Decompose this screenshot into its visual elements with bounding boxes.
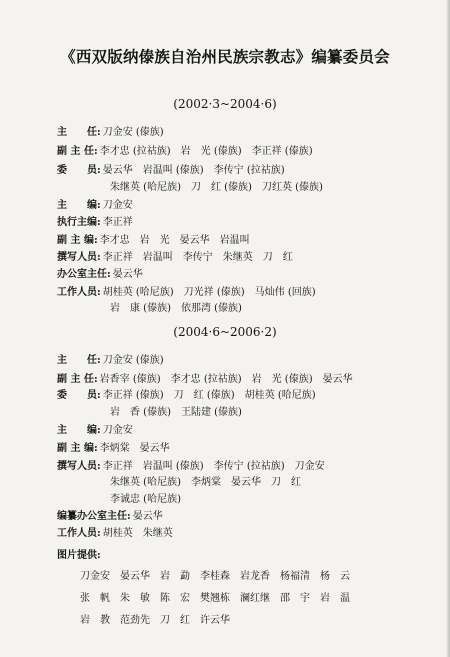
period-1-heading: (2002·3~2004·6): [173, 97, 277, 111]
p1-row-staff-cont: 岩 康 (傣族) 依那湾 (傣族): [110, 303, 242, 314]
p1-row-deputy-editor: 副 主 编: 李才忠 岩 光 晏云华 岩温叫: [57, 235, 250, 246]
p2-row-office-director: 编纂办公室主任: 晏云华: [57, 511, 163, 522]
p1-row-deputy-director: 副 主 任: 李才忠 (拉祜族) 岩 光 (傣族) 李正祥 (傣族): [57, 146, 313, 157]
p2-row-deputy-editor: 副 主 编: 李炳棠 晏云华: [57, 443, 170, 454]
p2-row-chief-editor: 主 编: 刀金安: [57, 425, 133, 436]
photo-credits-heading: 图片提供:: [57, 550, 101, 561]
p2-row-members: 委 员: 李正祥 (傣族) 刀 红 (傣族) 胡桂英 (哈尼族): [57, 390, 316, 401]
p1-row-staff: 工作人员: 胡桂英 (哈尼族) 刀光祥 (傣族) 马灿伟 (回族): [57, 287, 316, 298]
page-edge-shadow: [446, 0, 450, 657]
p2-row-deputy-director: 副 主 任: 岩香宰 (傣族) 李才忠 (拉祜族) 岩 光 (傣族) 晏云华: [57, 374, 353, 385]
p1-row-chief-editor: 主 编: 刀金安: [57, 200, 133, 211]
p1-row-office-director: 办公室主任: 晏云华: [57, 269, 143, 280]
period-2-heading: (2004·6~2006·2): [173, 325, 277, 339]
p1-row-members-cont: 朱继英 (哈尼族) 刀 红 (傣族) 刀红英 (傣族): [110, 182, 323, 193]
p1-row-writers: 撰写人员: 李正祥 岩温叫 李传宁 朱继英 刀 红: [57, 252, 293, 263]
p1-row-director: 主 任: 刀金安 (傣族): [57, 127, 164, 138]
p2-row-writers-cont-1: 朱继英 (哈尼族) 李炳棠 晏云华 刀 红: [110, 477, 301, 488]
photo-credits-line-3: 岩 教 范劲先 刀 红 许云华: [80, 615, 230, 626]
p2-row-members-cont: 岩 香 (傣族) 王陆建 (傣族): [110, 407, 242, 418]
p2-row-director: 主 任: 刀金安 (傣族): [57, 355, 164, 366]
p2-row-writers-cont-2: 李诚忠 (哈尼族): [110, 494, 181, 505]
p2-row-writers: 撰写人员: 李正祥 岩温叫 (傣族) 李传宁 (拉祜族) 刀金安: [57, 461, 325, 472]
p2-row-staff: 工作人员: 胡桂英 朱继英: [57, 528, 173, 539]
page-title: 《西双版纳傣族自治州民族宗教志》编纂委员会: [60, 47, 390, 66]
photo-credits-line-2: 张 帆 朱 敏 陈 宏 樊翘栋 澜红继 邵 宇 岩 温: [80, 593, 350, 604]
p1-row-executive-editor: 执行主编: 李正祥: [57, 217, 133, 228]
p1-row-members: 委 员: 晏云华 岩温叫 (傣族) 李传宁 (拉祜族): [57, 165, 285, 176]
photo-credits-line-1: 刀金安 晏云华 岩 勐 李桂森 岩龙香 杨福清 杨 云: [80, 571, 350, 582]
